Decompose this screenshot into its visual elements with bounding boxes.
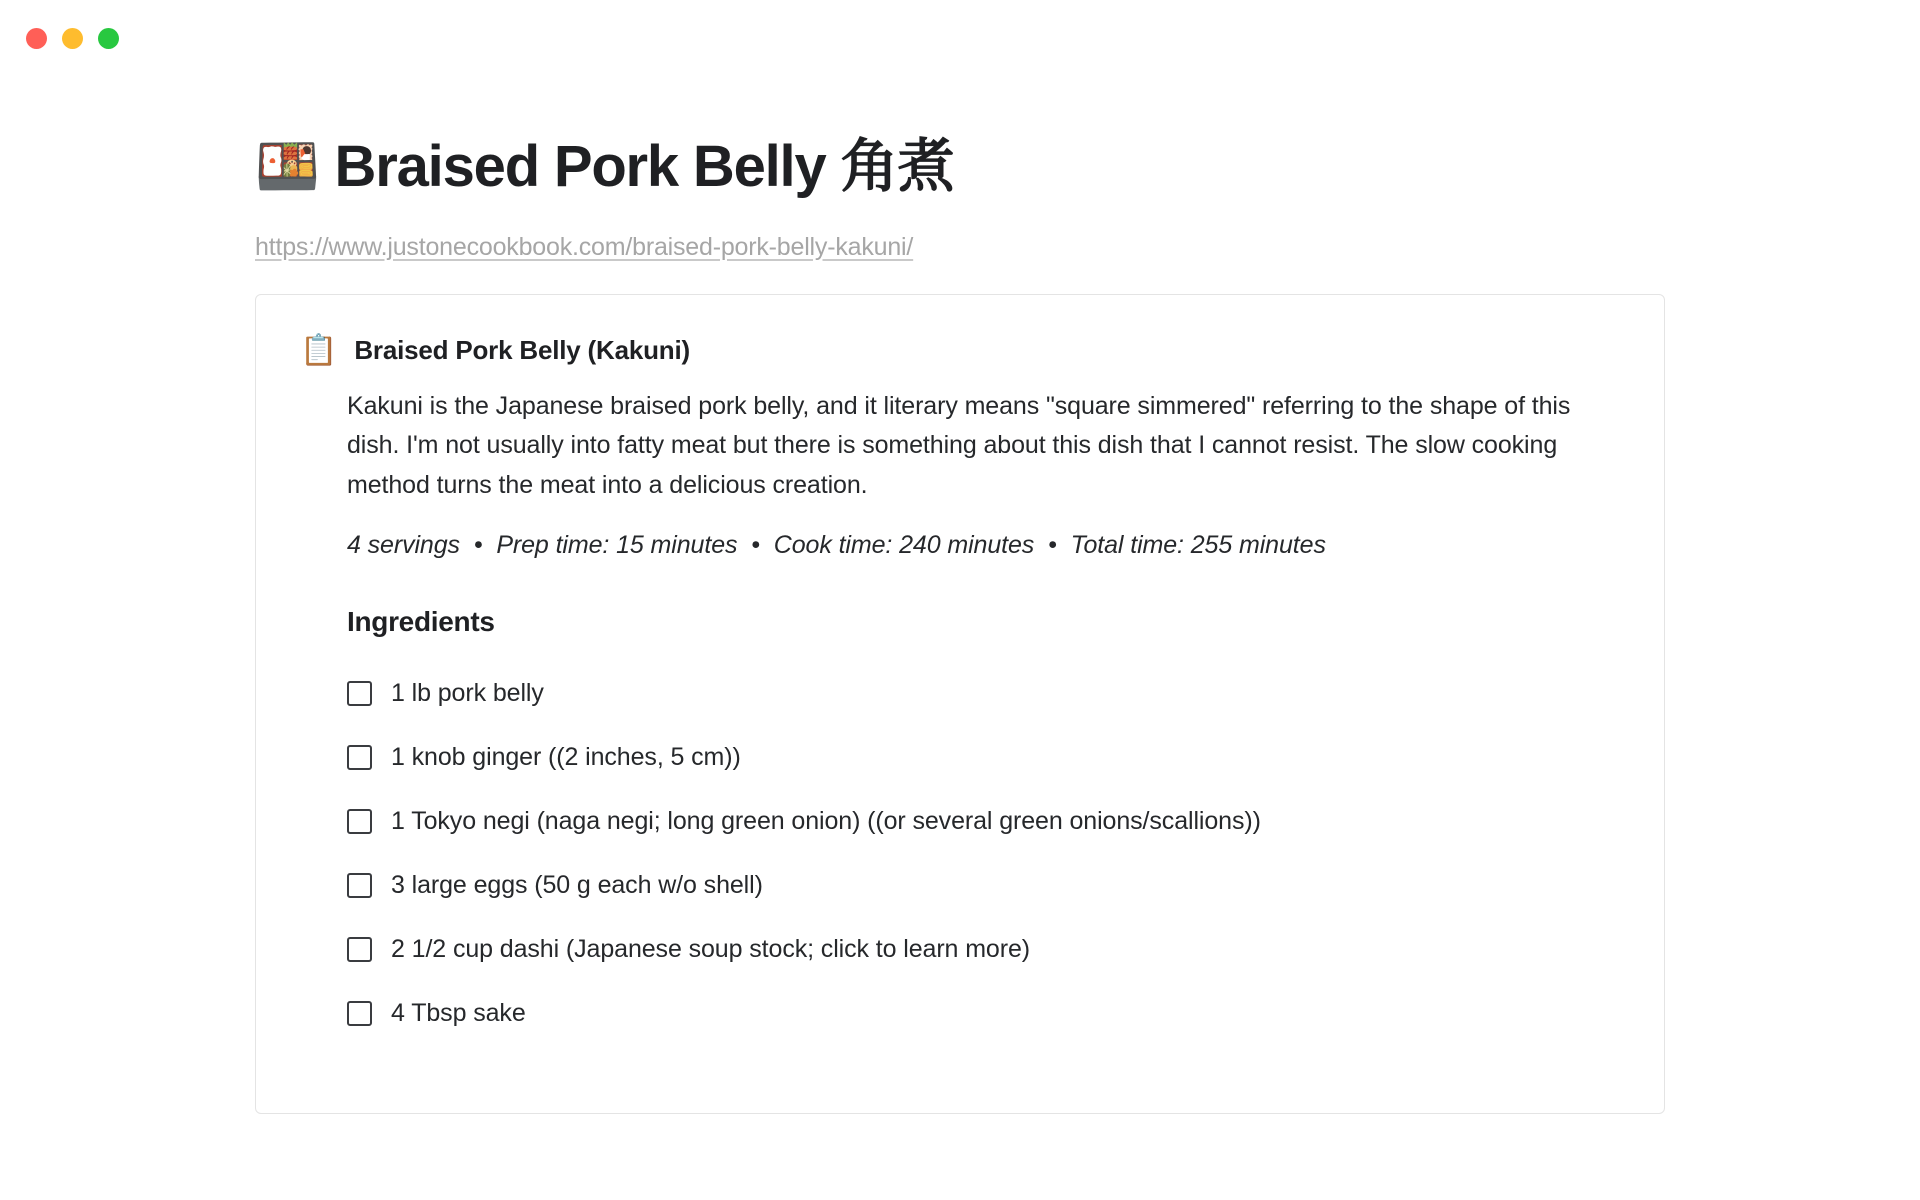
document-content: [0, 74, 1920, 1200]
list-item[interactable]: [347, 661, 1620, 725]
list-item[interactable]: [347, 853, 1620, 917]
recipe-meta: [347, 531, 1620, 560]
document-body: [0, 74, 1920, 1114]
meta-prep-time: Prep time: 15 minutes: [496, 531, 738, 560]
source-url-link[interactable]: https://www.justonecookbook.com/braised-pork-belly-kakuni/: [255, 232, 914, 261]
meta-cook-time: Cook time: 240 minutes: [773, 531, 1035, 560]
ingredient-checkbox[interactable]: [347, 1001, 372, 1026]
page-title: [255, 134, 1665, 201]
ingredient-label: 3 large eggs (50 g each w/o shell): [391, 870, 763, 899]
recipe-title: Braised Pork Belly (Kakuni): [354, 334, 690, 365]
ingredient-label: 1 knob ginger ((2 inches, 5 cm)): [391, 742, 741, 771]
ingredient-label: 1 Tokyo negi (naga negi; long green onion) ((or several green onions/scallions)): [391, 806, 1261, 835]
recipe-card-header: [300, 333, 1620, 369]
clipboard-icon: 📋: [300, 333, 338, 367]
list-item[interactable]: [347, 917, 1620, 981]
ingredient-checkbox[interactable]: [347, 937, 372, 962]
ingredient-checkbox[interactable]: [347, 745, 372, 770]
minimize-window-button[interactable]: [62, 28, 83, 49]
meta-total-time: Total time: 255 minutes: [1070, 531, 1326, 560]
ingredient-checkbox[interactable]: [347, 809, 372, 834]
recipe-card: [255, 294, 1665, 1114]
meta-separator-2: •: [751, 531, 760, 560]
meta-servings: 4 servings: [347, 531, 460, 560]
ingredient-checkbox[interactable]: [347, 681, 372, 706]
page-title-text: Braised Pork Belly 角煮: [334, 134, 955, 199]
meta-separator-1: •: [473, 531, 483, 560]
ingredients-heading: Ingredients: [347, 606, 495, 638]
ingredients-list: [347, 661, 1620, 1045]
list-item[interactable]: [347, 789, 1620, 853]
close-window-button[interactable]: [26, 28, 47, 49]
title-bar: [0, 0, 1920, 74]
ingredient-label: 1 lb pork belly: [391, 678, 544, 707]
list-item[interactable]: [347, 725, 1620, 789]
recipe-description: Kakuni is the Japanese braised pork belly, and it literary means "square simmered" referring to the shape of this dish. I'm not usually into fatty meat but there is something about this dish that I cannot resist. The slow cooking method turns the meat into a delicious creation.: [347, 391, 1571, 499]
meta-separator-3: •: [1048, 531, 1057, 560]
ingredient-label: 2 1/2 cup dashi (Japanese soup stock; click to learn more): [391, 934, 1030, 963]
ingredient-label: 4 Tbsp sake: [391, 998, 526, 1027]
maximize-window-button[interactable]: [98, 28, 119, 49]
bento-box-icon: 🍱: [255, 138, 319, 197]
list-item[interactable]: [347, 981, 1620, 1045]
ingredient-checkbox[interactable]: [347, 873, 372, 898]
window-controls: [26, 28, 119, 49]
